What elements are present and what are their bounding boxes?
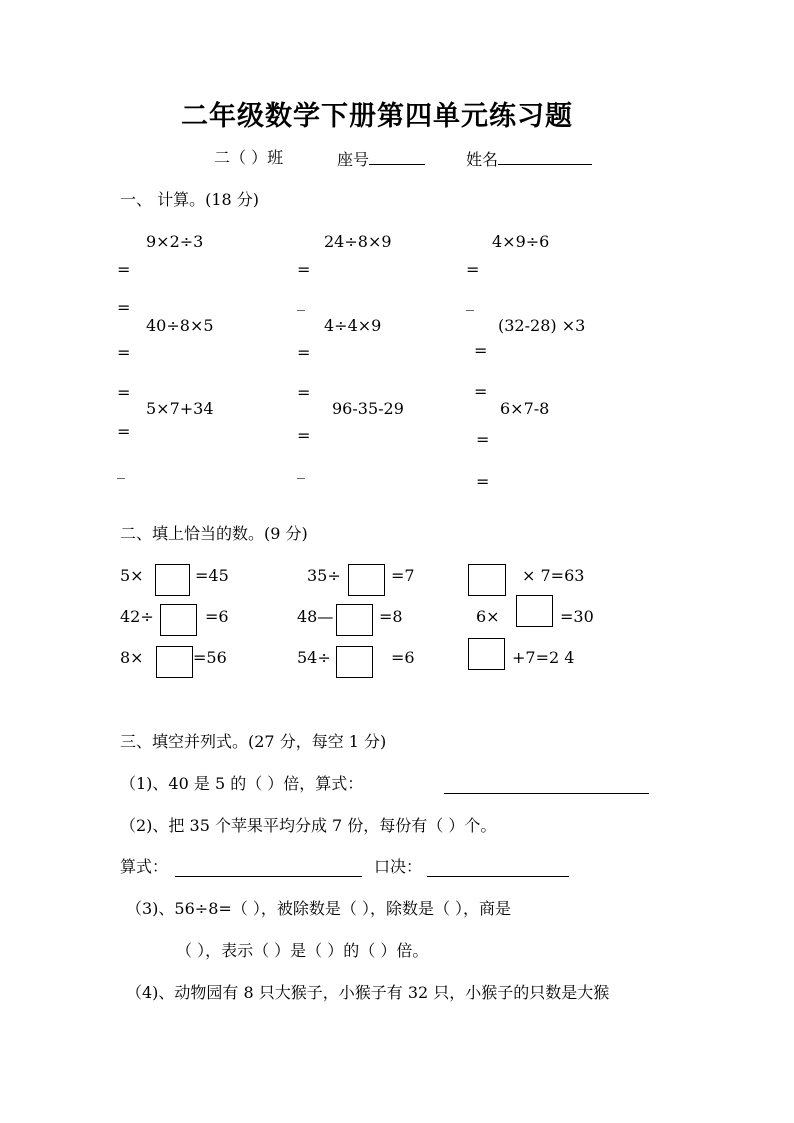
answer-box[interactable] xyxy=(468,638,505,670)
answer-dash[interactable]: _ xyxy=(466,292,474,311)
seat-field[interactable] xyxy=(337,150,425,168)
fill-prefix: 5× xyxy=(120,566,144,585)
calc-problem: 5×7+34 xyxy=(146,399,214,418)
fill-suffix: =56 xyxy=(193,648,227,667)
equals-line[interactable]: = xyxy=(117,422,131,441)
class-label: 二（ ）班 xyxy=(214,148,284,167)
name-label: 姓名 xyxy=(466,150,499,169)
answer-box[interactable] xyxy=(468,564,506,596)
equals-line[interactable]: = xyxy=(474,382,488,401)
equals-line[interactable]: = xyxy=(117,343,131,362)
answer-line[interactable] xyxy=(444,793,649,794)
calc-problem: 6×7-8 xyxy=(500,399,550,418)
fill-suffix: =30 xyxy=(560,607,594,626)
answer-box[interactable] xyxy=(156,646,193,678)
calc-problem: 40÷8×5 xyxy=(146,316,214,335)
equals-line[interactable]: = xyxy=(476,472,490,491)
answer-box[interactable] xyxy=(336,646,373,678)
fill-suffix: × 7=63 xyxy=(522,566,585,585)
name-blank[interactable] xyxy=(498,150,592,165)
page-title: 二年级数学下册第四单元练习题 xyxy=(181,101,573,132)
answer-box[interactable] xyxy=(348,564,385,596)
calc-problem: 24÷8×9 xyxy=(324,232,392,251)
section-2-heading: 二、填上恰当的数。(9 分) xyxy=(120,524,308,543)
fill-suffix: +7=2 4 xyxy=(512,648,575,667)
calc-problem: 96-35-29 xyxy=(332,399,404,418)
equals-line[interactable]: = xyxy=(466,260,480,279)
name-field[interactable] xyxy=(466,150,592,168)
fill-suffix: =8 xyxy=(379,607,403,626)
question-2: （2)、把 35 个苹果平均分成 7 份，每份有（ ）个。 xyxy=(120,816,497,835)
equals-line[interactable]: = xyxy=(117,383,131,402)
equals-line[interactable]: = xyxy=(297,383,311,402)
answer-dash[interactable]: _ xyxy=(117,460,125,479)
equals-line[interactable]: = xyxy=(297,343,311,362)
equals-line[interactable]: = xyxy=(297,426,311,445)
answer-box[interactable] xyxy=(336,604,373,636)
fill-prefix: 42÷ xyxy=(120,607,154,626)
fill-prefix: 6× xyxy=(476,607,500,626)
equals-line[interactable]: = xyxy=(117,298,131,317)
fill-suffix: =7 xyxy=(391,566,415,585)
answer-dash[interactable]: _ xyxy=(297,460,305,479)
section-3-heading: 三、填空并列式。(27 分，每空 1 分) xyxy=(120,732,387,751)
answer-box[interactable] xyxy=(160,604,197,636)
question-4: （4)、动物园有 8 只大猴子，小猴子有 32 只，小猴子的只数是大猴 xyxy=(126,983,610,1002)
rhyme-answer-line[interactable] xyxy=(427,876,569,877)
formula-label: 算式： xyxy=(120,857,169,876)
answer-box[interactable] xyxy=(155,564,190,596)
answer-dash[interactable]: _ xyxy=(297,292,305,311)
fill-suffix: =6 xyxy=(391,648,415,667)
formula-answer-line[interactable] xyxy=(175,876,362,877)
calc-problem: 4÷4×9 xyxy=(324,316,382,335)
fill-suffix: =45 xyxy=(195,566,229,585)
equals-line[interactable]: = xyxy=(117,260,131,279)
answer-box[interactable] xyxy=(516,595,553,627)
section-1-heading: 一、 计算。(18 分) xyxy=(120,190,260,209)
question-3: （3)、56÷8=（ ），被除数是（ ），除数是（ ），商是 xyxy=(126,899,512,918)
fill-prefix: 54÷ xyxy=(297,648,331,667)
calc-problem: 4×9÷6 xyxy=(492,232,550,251)
equals-line[interactable]: = xyxy=(476,430,490,449)
fill-prefix: 35÷ xyxy=(307,566,341,585)
equals-line[interactable]: = xyxy=(297,260,311,279)
calc-problem: 9×2÷3 xyxy=(146,232,204,251)
rhyme-label: 口决： xyxy=(374,857,423,876)
fill-prefix: 8× xyxy=(120,648,144,667)
question-1: （1)、40 是 5 的（ ）倍，算式： xyxy=(120,774,364,793)
seat-label: 座号 xyxy=(337,150,370,169)
calc-problem: (32-28) ×3 xyxy=(498,316,586,335)
fill-suffix: =6 xyxy=(205,607,229,626)
equals-line[interactable]: = xyxy=(474,341,488,360)
fill-prefix: 48— xyxy=(297,607,334,626)
question-3-continued: （ ），表示（ ）是（ ）的（ ）倍。 xyxy=(176,941,429,960)
seat-blank[interactable] xyxy=(369,150,425,165)
